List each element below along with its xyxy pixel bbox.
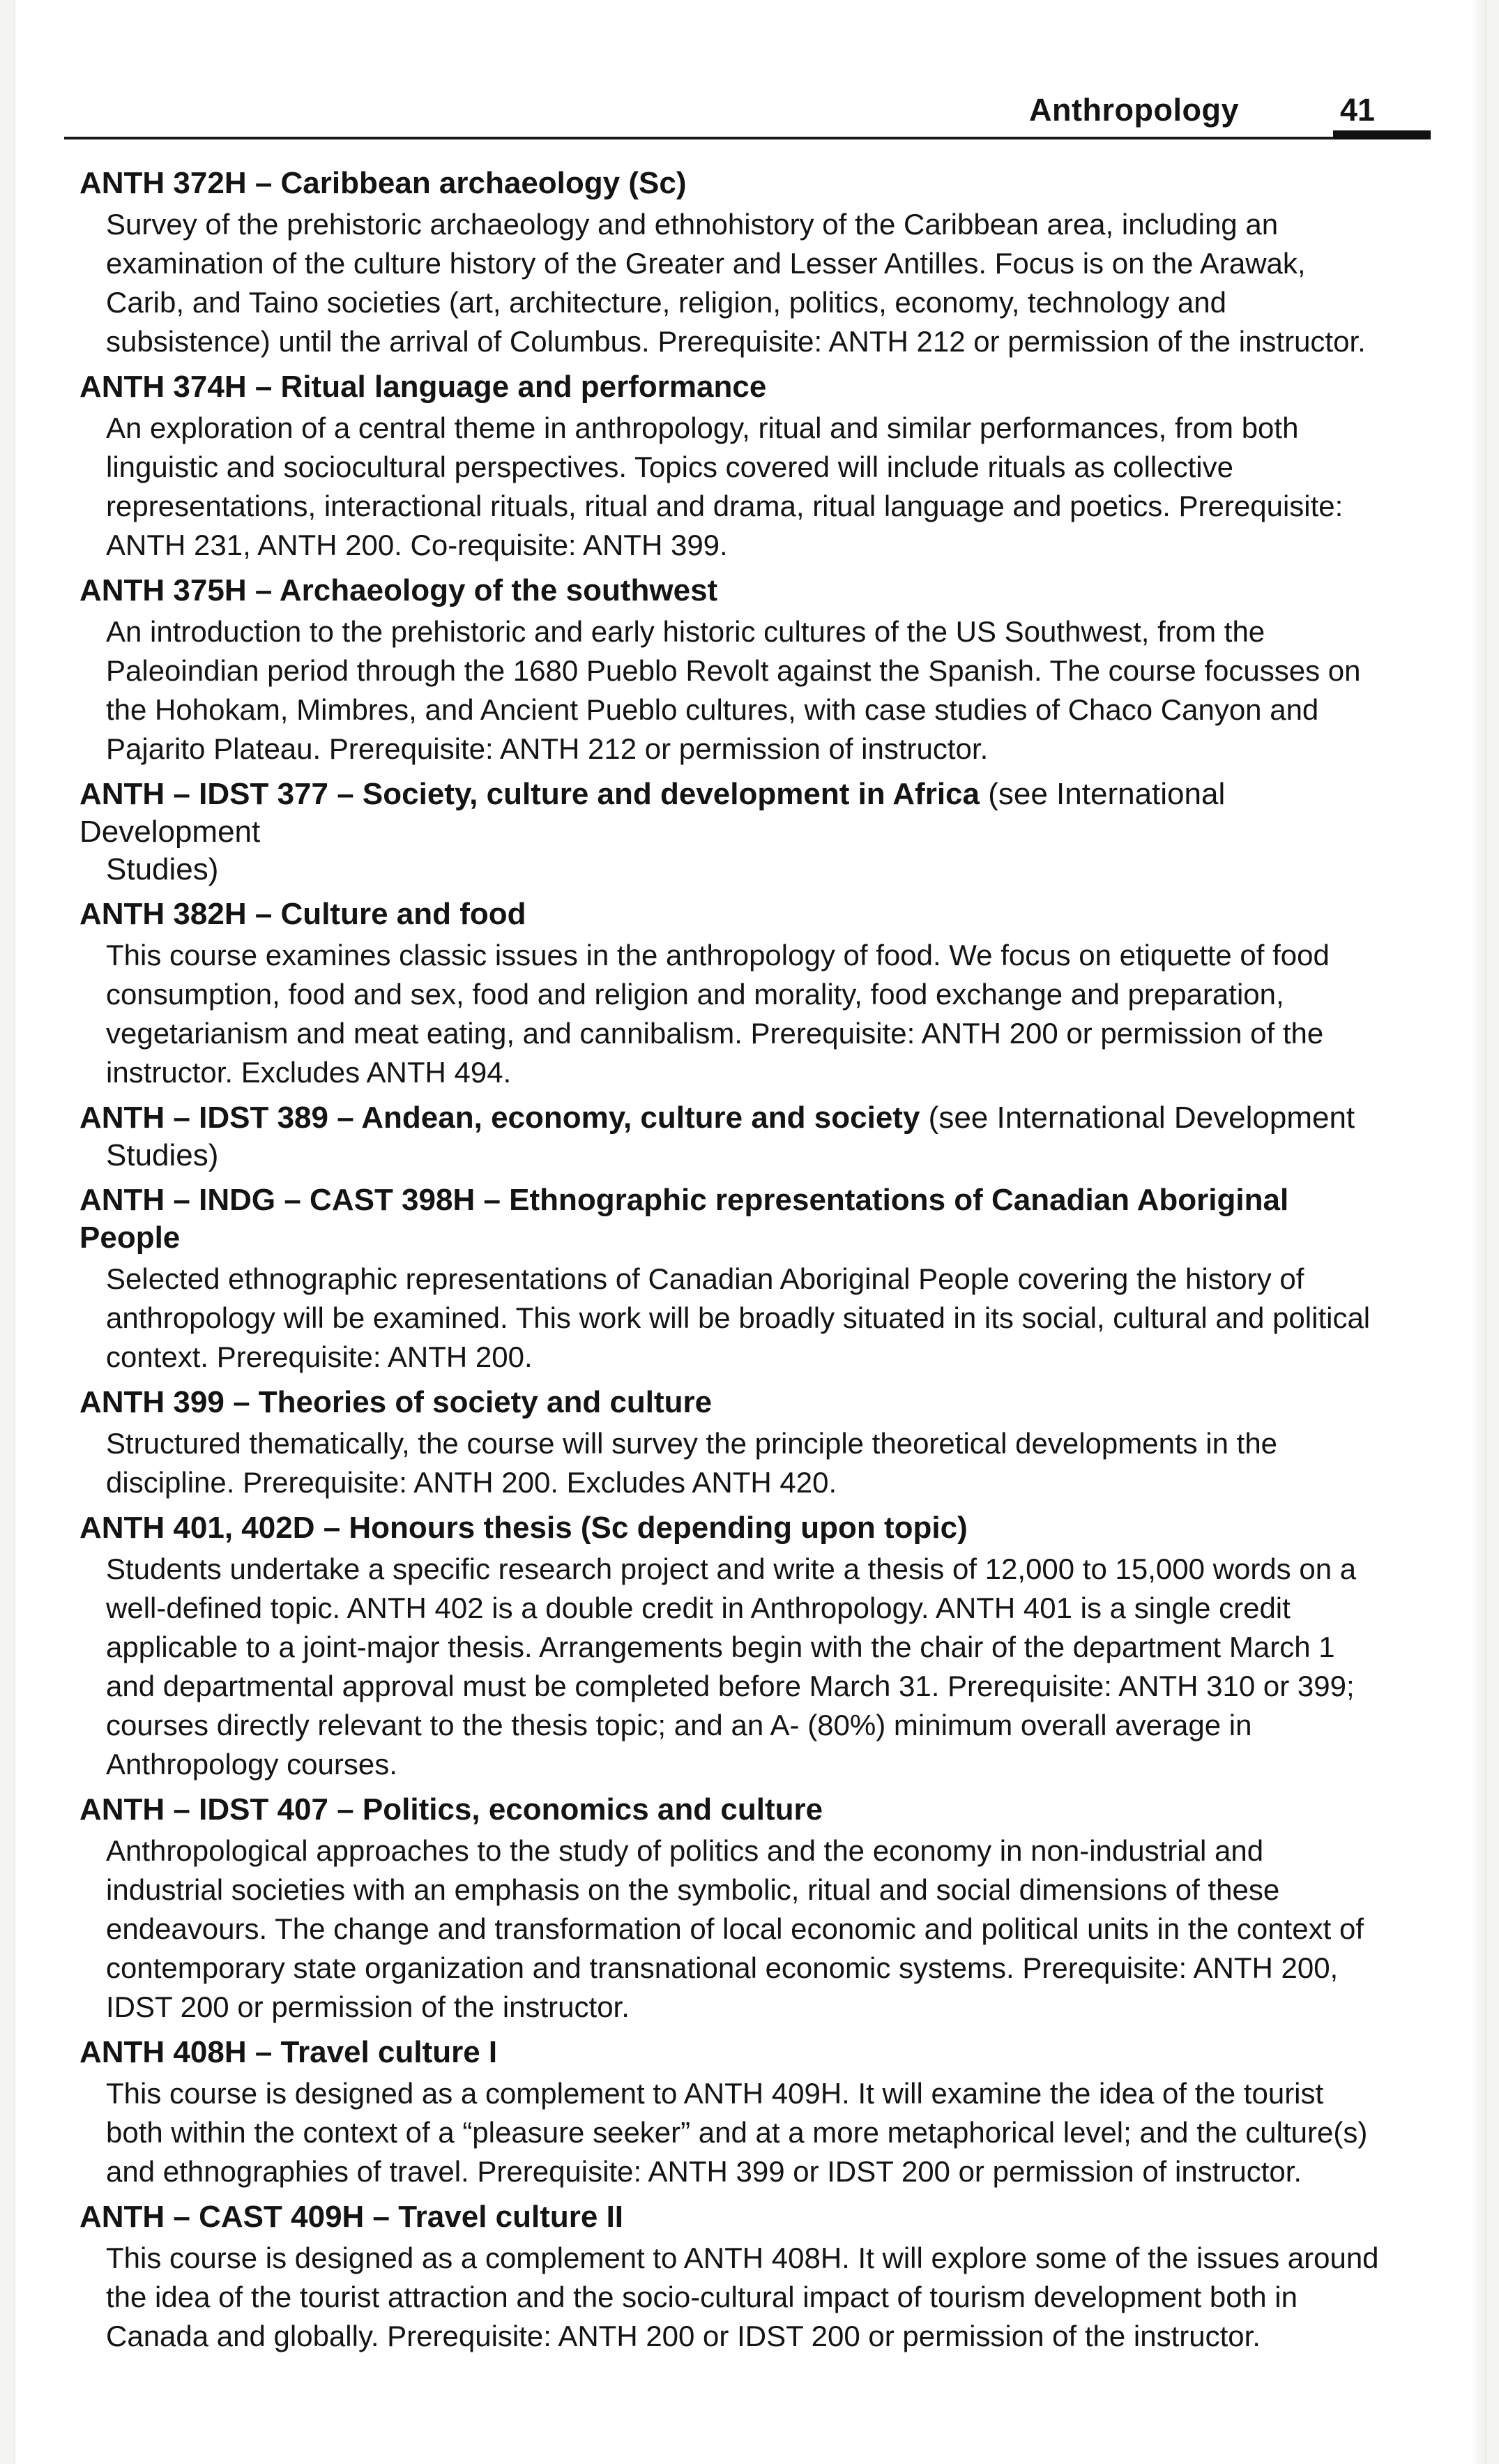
- header-rule: [64, 137, 1431, 139]
- course-title: ANTH – IDST 389 – Andean, economy, culture and society (see International Development: [79, 1101, 1355, 1135]
- course-entry: [79, 572, 1383, 769]
- course-entry: [79, 2034, 1383, 2191]
- course-description: This course examines classic issues in the anthropology of food. We focus on etiquette of food consumption, food and sex, food and religion and morality, food exchange and preparation, vegetarianism and meat eating, and cannibalism. Prerequisite: ANTH 200 or permission of the instructor. Excludes ANTH 494.: [106, 939, 1330, 1089]
- course-description: This course is designed as a complement to ANTH 408H. It will explore some of the issues around the idea of the tourist attraction and the socio-cultural impact of tourism development both in Canada and globally. Prerequisite: ANTH 200 or IDST 200 or permission of the instructor.: [106, 2242, 1379, 2352]
- page-header: [64, 84, 1431, 139]
- section-title: Anthropology: [1029, 92, 1239, 128]
- cross-reference: (see International Development: [79, 777, 1226, 849]
- course-title: ANTH – IDST 377 – Society, culture and development in Africa (see International Development: [79, 777, 1226, 849]
- page-number: 41: [1339, 92, 1375, 128]
- course-title: ANTH 382H – Culture and food: [79, 897, 526, 931]
- course-entry: [79, 1509, 1383, 1784]
- course-description: Selected ethnographic representations of Canadian Aboriginal People covering the history of anthropology will be examined. This work will be broadly situated in its social, cultural and political context. Prerequisite: ANTH 200.: [106, 1262, 1371, 1373]
- course-title: ANTH 374H – Ritual language and performance: [79, 370, 767, 404]
- course-title: ANTH – CAST 409H – Travel culture II: [79, 2200, 624, 2234]
- course-entry: [79, 776, 1383, 889]
- course-title: ANTH 375H – Archaeology of the southwest: [79, 573, 718, 607]
- course-description: Structured thematically, the course will survey the principle theoretical developments in the discipline. Prerequisite: ANTH 200. Excludes ANTH 420.: [106, 1427, 1278, 1499]
- course-description: Students undertake a specific research project and write a thesis of 12,000 to 15,000 words on a well-defined topic. ANTH 402 is a double credit in Anthropology. ANTH 401 is a single credit applicable to a joint-major thesis. Arrangements begin with the chair of the department March 1 and departmental approval must be completed before March 31. Prerequisite: ANTH 310 or 399; courses directly relevant to the thesis topic; and an A- (80%) minimum overall average in Anthropology courses.: [106, 1552, 1357, 1781]
- course-description: Anthropological approaches to the study of politics and the economy in non-industrial and industrial societies with an emphasis on the symbolic, ritual and social dimensions of these endeavours. The change and transformation of local economic and political units in the context of contemporary state organization and transnational economic systems. Prerequisite: ANTH 200, IDST 200 or permission of the instructor.: [106, 1834, 1364, 2023]
- course-entry: [79, 1099, 1383, 1174]
- course-entry: [79, 1384, 1383, 1502]
- course-title: ANTH – INDG – CAST 398H – Ethnographic representations of Canadian Aboriginal People: [79, 1183, 1289, 1255]
- course-title: ANTH 372H – Caribbean archaeology (Sc): [79, 166, 687, 200]
- course-list: [79, 165, 1383, 2363]
- course-description: An introduction to the prehistoric and early historic cultures of the US Southwest, from the Paleoindian period through the 1680 Pueblo Revolt against the Spanish. The course focusses on the Hohokam, Mimbres, and Ancient Pueblo cultures, with case studies of Chaco Canyon and Pajarito Plateau. Prerequisite: ANTH 212 or permission of instructor.: [106, 615, 1361, 765]
- cross-reference-continued: Studies): [106, 852, 219, 886]
- course-title: ANTH – IDST 407 – Politics, economics and culture: [79, 1792, 823, 1827]
- course-description: An exploration of a central theme in anthropology, ritual and similar performances, from both linguistic and sociocultural perspectives. Topics covered will include rituals as collective representations, interactional rituals, ritual and drama, ritual language and poetics. Prerequisite: ANTH 231, ANTH 200. Co-requisite: ANTH 399.: [106, 411, 1344, 561]
- course-title: ANTH 401, 402D – Honours thesis (Sc depending upon topic): [79, 1511, 968, 1545]
- cross-reference-continued: Studies): [106, 1138, 219, 1172]
- course-entry: [79, 895, 1383, 1092]
- course-title: ANTH 408H – Travel culture I: [79, 2035, 498, 2069]
- course-description: This course is designed as a complement to ANTH 409H. It will examine the idea of the tourist both within the context of a “pleasure seeker” and at a more metaphorical level; and the culture(s) and ethnographies of travel. Prerequisite: ANTH 399 or IDST 200 or permission of instructor.: [106, 2077, 1368, 2188]
- course-description: Survey of the prehistoric archaeology and ethnohistory of the Caribbean area, including an examination of the culture history of the Greater and Lesser Antilles. Focus is on the Arawak, Carib, and Taino societies (art, architecture, religion, politics, economy, technology and subsistence) until the arrival of Columbus. Prerequisite: ANTH 212 or permission of the instructor.: [106, 208, 1366, 358]
- course-entry: [79, 368, 1383, 565]
- cross-reference: (see International Development: [928, 1101, 1355, 1135]
- course-title: ANTH 399 – Theories of society and culture: [79, 1385, 713, 1419]
- course-entry: [79, 2198, 1383, 2356]
- header-rule-accent: [1333, 130, 1431, 139]
- catalog-page: [15, 0, 1486, 2464]
- course-entry: [79, 1181, 1383, 1377]
- course-entry: [79, 1791, 1383, 2027]
- course-entry: [79, 165, 1383, 361]
